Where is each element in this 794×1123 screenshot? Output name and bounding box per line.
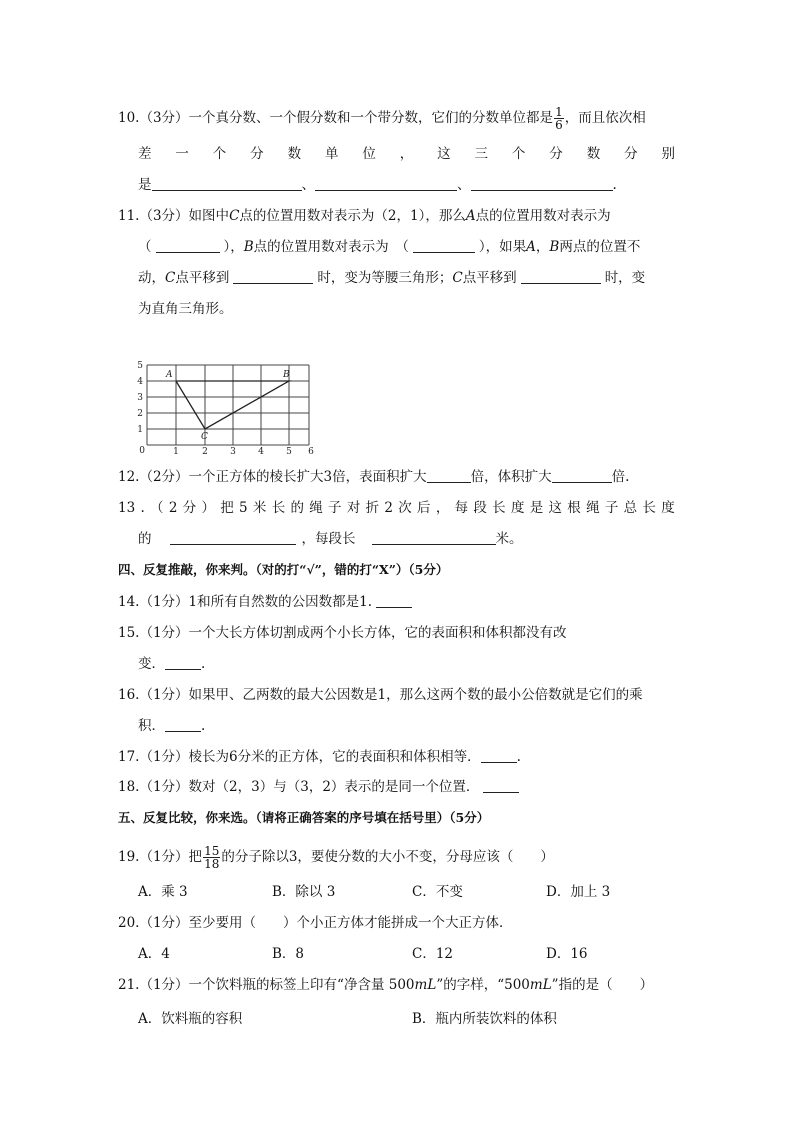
x-tick-1: 1 [173, 447, 179, 455]
q13-char: ） [201, 500, 215, 516]
q21-unit: mL [414, 977, 437, 993]
q17-blank[interactable] [481, 748, 517, 763]
point-b-label: B [549, 239, 560, 255]
fraction-denominator: 18 [204, 857, 220, 871]
q20-option-d[interactable]: D．16 [546, 946, 588, 962]
q11-line1 [118, 206, 611, 226]
q13-text: ，每段长 [301, 531, 356, 547]
q13-char: . [140, 500, 145, 516]
q21-line [118, 975, 653, 995]
q21-option-b[interactable]: B．瓶内所装饮料的体积 [412, 1011, 557, 1027]
q13-char: 把 [220, 500, 234, 516]
fraction-denominator: 6 [555, 118, 563, 132]
q10-char: 分 [250, 146, 264, 162]
q10-line1 [118, 106, 646, 131]
q15-blank[interactable] [165, 655, 201, 670]
x-tick-2: 2 [202, 447, 208, 455]
q13-char: 长 [271, 500, 286, 516]
q13-text: 的 [138, 531, 152, 547]
q11-text: ）， [223, 239, 244, 255]
q13-char: 长 [642, 500, 656, 516]
q12-line [118, 467, 629, 487]
q19-line [118, 845, 554, 870]
section-4-heading: 四、反复推敲，你来判。（对的打“√”，错的打“X”）（5分） [118, 562, 449, 577]
q11-line3 [138, 268, 645, 288]
x-tick-0: 0 [139, 446, 145, 455]
q11-line4: 为直角三角形。 [138, 301, 233, 317]
q13-char: 绳 [309, 500, 323, 516]
q11-line2 [138, 237, 640, 257]
q17-text: 17.（1分）棱长为6分米的正方体，它的表面积和体积相等． [118, 749, 481, 765]
q10-line2 [138, 144, 675, 164]
q11-blank-a[interactable] [156, 238, 220, 253]
coordinate-grid-figure [135, 355, 320, 455]
q12-text: 12.（2分）一个正方体的棱长扩大3倍，表面积扩大 [118, 469, 427, 485]
period: . [612, 177, 617, 193]
q10-blank-3[interactable] [471, 176, 613, 191]
q13-char: 是 [529, 500, 544, 516]
q13-char: （ [150, 500, 164, 516]
q20-option-b[interactable]: B．8 [272, 946, 305, 962]
q13-blank-1[interactable] [170, 530, 296, 545]
q13-char: 次 [398, 500, 412, 516]
y-tick-5: 5 [137, 361, 143, 371]
q19-option-d[interactable]: D．加上 3 [546, 884, 611, 900]
q11-text: 动， [138, 270, 165, 286]
comma: ， [535, 239, 550, 255]
q18-line [118, 777, 519, 797]
q17-line [118, 747, 521, 767]
x-tick-4: 4 [258, 447, 264, 455]
q10-char: 别 [661, 146, 675, 162]
q13-char: 折 [365, 500, 380, 516]
q11-text: 点的位置用数对表示为（2，1），那么 [239, 208, 466, 224]
q13-line1 [118, 498, 675, 518]
q18-blank[interactable] [483, 778, 519, 793]
q13-char: 2 [168, 500, 178, 516]
q10-line3 [138, 175, 617, 195]
x-tick-5: 5 [286, 447, 292, 455]
q13-char: 长 [492, 500, 506, 516]
q16-blank[interactable] [165, 717, 201, 732]
q11-text: 两点的位置不 [559, 239, 641, 255]
q10-char: 数 [287, 146, 302, 162]
point-a-label: A [166, 370, 173, 380]
q10-text: 10.（3分）一个真分数、一个假分数和一个带分数，它们的分数单位都是 [118, 110, 554, 126]
y-tick-3: 3 [137, 393, 143, 403]
fraction-numerator: 1 [555, 105, 563, 119]
q14-line [118, 592, 412, 612]
q13-char: 子 [604, 500, 619, 516]
y-tick-4: 4 [137, 377, 143, 387]
q13-char: 总 [623, 500, 638, 516]
q13-text: 米。 [495, 531, 523, 547]
q13-char: 后 [417, 500, 431, 516]
q15-line1: 15.（1分）一个大长方体切割成两个小长方体，它的表面积和体积都没有改 [118, 625, 567, 641]
q10-char: 三 [474, 146, 489, 162]
q21-option-a[interactable]: A．饮料瓶的容积 [138, 1011, 243, 1027]
q13-blank-2[interactable] [372, 530, 496, 545]
point-c-label: C [165, 270, 176, 286]
q11-blank-b[interactable] [413, 238, 475, 253]
q10-char: 个 [212, 146, 227, 162]
q21-text: ”的字样，“500 [436, 977, 530, 993]
q10-char: 差 [138, 146, 152, 162]
q19-text: 的分子除以3，要使分数的大小不变，分母应该（ ） [221, 849, 554, 865]
q19-fraction [203, 845, 220, 870]
q11-text: 时，变 [604, 270, 646, 286]
separator: 、 [301, 177, 315, 193]
q13-char: 根 [567, 500, 581, 516]
q14-text: 14.（1分）1和所有自然数的公因数都是1. [118, 594, 373, 610]
q13-char: 对 [346, 500, 361, 516]
q11-text: 11.（3分）如图中 [118, 208, 230, 224]
q11-text: ），如果 [478, 239, 527, 255]
q20-option-a[interactable]: A．4 [138, 946, 170, 962]
q11-text: 点平移到 [462, 270, 517, 286]
q12-blank-2[interactable] [552, 468, 612, 483]
q16-text: 积． [138, 718, 165, 734]
q10-blank-1[interactable] [152, 176, 302, 191]
q10-char: 一 [175, 146, 189, 162]
q10-text-end: ，而且依次相 [564, 110, 646, 126]
q14-blank[interactable] [376, 593, 412, 608]
q11-text: 点的位置用数对表示为 [475, 208, 611, 224]
q11-blank-c[interactable] [233, 269, 313, 284]
q19-option-c[interactable]: C．不变 [412, 884, 463, 900]
q13-char: 米 [252, 500, 267, 516]
q13-char: ， [435, 500, 450, 516]
q11-text: 时，变为等腰三角形； [317, 270, 453, 286]
period: . [201, 656, 206, 672]
q13-char: 每 [454, 500, 469, 516]
q19-option-a[interactable]: A．乘 3 [138, 884, 188, 900]
point-b-label: B [283, 370, 290, 380]
x-tick-3: 3 [230, 447, 236, 455]
q10-char: 个 [511, 146, 526, 162]
point-c-label: C [229, 208, 240, 224]
q11-text: 点的位置用数对表示为 （ [253, 239, 409, 255]
q13-char: 2 [384, 500, 393, 516]
q18-text: 18.（1分）数对（2，3）与（3，2）表示的是同一个位置． [118, 779, 480, 795]
q20-option-c[interactable]: C．12 [412, 946, 454, 962]
q13-char: 绳 [586, 500, 600, 516]
q19-text: 19.（1分）把 [118, 849, 203, 865]
q10-char: 分 [549, 146, 563, 162]
q10-blank-2[interactable] [315, 176, 457, 191]
fraction-numerator: 15 [204, 844, 220, 858]
q13-char: 度 [661, 500, 675, 516]
q15-line2 [138, 654, 205, 674]
q11-text: 点平移到 [175, 270, 230, 286]
q21-unit: mL [529, 977, 552, 993]
q13-char: 5 [239, 500, 248, 516]
point-b-label: B [243, 239, 254, 255]
q13-char: 子 [328, 500, 342, 516]
q10-char: 单 [324, 146, 339, 162]
q12-text: 倍，体积扩大 [470, 469, 552, 485]
q12-blank-1[interactable] [427, 468, 471, 483]
q13-char: 段 [473, 500, 487, 516]
q13-char: 分 [182, 500, 197, 516]
x-tick-6: 6 [308, 447, 314, 455]
q13-line2 [138, 529, 523, 549]
q10-fraction [554, 106, 564, 131]
period: . [516, 749, 521, 765]
q13-char: 这 [548, 500, 563, 516]
point-c-label: C [452, 270, 463, 286]
q11-blank-d[interactable] [521, 269, 601, 284]
period: . [201, 718, 206, 734]
q21-text: ”指的是（ ） [551, 977, 654, 993]
section-5-heading: 五、反复比较，你来选。（请将正确答案的序号填在括号里）（5分） [118, 810, 490, 825]
q10-char: 这 [437, 146, 451, 162]
y-tick-2: 2 [137, 409, 143, 419]
separator: 、 [457, 177, 471, 193]
point-a-label: A [526, 239, 536, 255]
q13-char: 度 [510, 500, 525, 516]
q19-option-b[interactable]: B．除以 3 [272, 884, 336, 900]
q10-char: 数 [586, 146, 601, 162]
q10-answer-prefix: 是 [138, 177, 152, 193]
q21-text: 21.（1分）一个饮料瓶的标签上印有“净含量 500 [118, 977, 415, 993]
q16-line1: 16.（1分）如果甲、乙两数的最大公因数是1，那么这两个数的最小公倍数就是它们的乘 [118, 687, 643, 703]
q10-char: ， [399, 146, 414, 162]
point-a-label: A [465, 208, 476, 224]
q10-char: 分 [624, 146, 638, 162]
y-tick-1: 1 [137, 425, 143, 435]
q20-line: 20.（1分）至少要用（ ）个小正方体才能拼成一个大正方体． [118, 915, 513, 931]
q15-text: 变． [138, 656, 165, 672]
q13-char: 的 [290, 500, 304, 516]
q11-text: （ [138, 239, 152, 255]
q12-text: 倍. [611, 469, 630, 485]
q10-char: 位 [362, 146, 376, 162]
q16-line2 [138, 716, 205, 736]
point-c-label: C [201, 432, 208, 442]
q13-char: 13 [118, 500, 136, 516]
